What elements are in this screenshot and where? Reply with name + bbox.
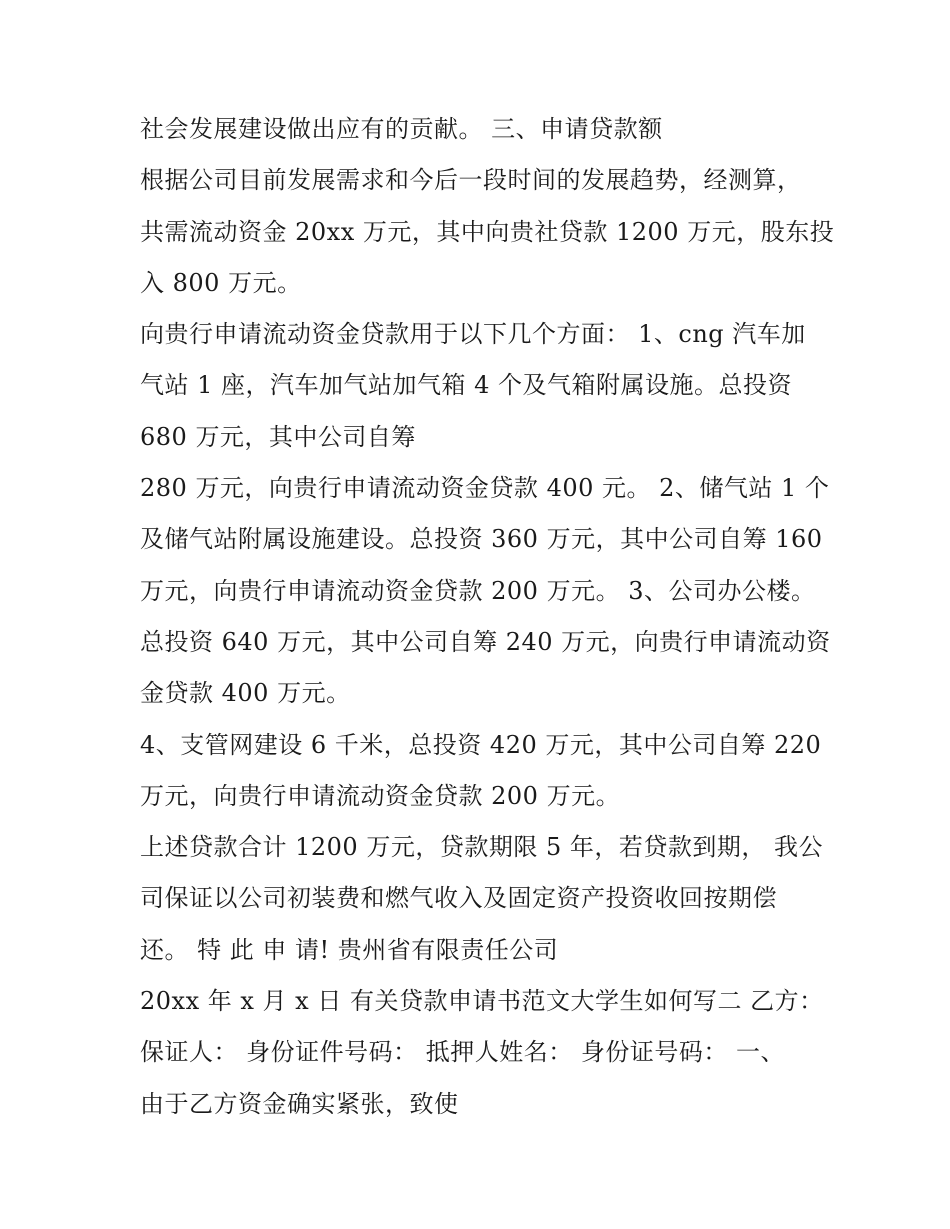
document-body xyxy=(140,104,835,1130)
text-line-16: 司保证以公司初装费和燃气收入及固定资产投资收回按期偿 xyxy=(140,884,777,913)
text-line-19: 保证人： 身份证件号码： 抵押人姓名： 身份证号码： 一、 xyxy=(140,1038,786,1067)
text-line-13: 4、支管网建设 6 千米，总投资 420 万元，其中公司自筹 220 xyxy=(140,730,822,759)
text-line-18: 20xx 年 x 月 x 日 有关贷款申请书范文大学生如何写二 乙方： xyxy=(140,987,824,1016)
text-line-20: 由于乙方资金确实紧张，致使 xyxy=(140,1089,459,1118)
text-line-3: 共需流动资金 20xx 万元，其中向贵社贷款 1200 万元，股东投 xyxy=(140,217,835,246)
text-line-7: 680 万元，其中公司自筹 xyxy=(140,422,416,451)
text-line-2: 根据公司目前发展需求和今后一段时间的发展趋势，经测算， xyxy=(140,166,802,195)
text-line-9: 及储气站附属设施建设。总投资 360 万元，其中公司自筹 160 xyxy=(140,525,823,554)
text-line-1: 社会发展建设做出应有的贡献。 三、申请贷款额 xyxy=(140,115,663,143)
text-line-6: 气站 1 座，汽车加气站加气箱 4 个及气箱附属设施。总投资 xyxy=(140,371,793,400)
text-line-10: 万元，向贵行申请流动资金贷款 200 万元。 3、公司办公楼。 xyxy=(140,576,816,605)
text-line-12: 金贷款 400 万元。 xyxy=(140,679,351,708)
text-line-17: 还。 特 此 申 请! 贵州省有限责任公司 xyxy=(140,935,559,964)
text-line-15: 上述贷款合计 1200 万元，贷款期限 5 年，若贷款到期， 我公 xyxy=(140,833,823,862)
text-line-5: 向贵行申请流动资金贷款用于以下几个方面： 1、cng 汽车加 xyxy=(140,320,806,349)
text-line-11: 总投资 640 万元，其中公司自筹 240 万元，向贵行申请流动资 xyxy=(140,627,831,656)
text-line-8: 280 万元，向贵行申请流动资金贷款 400 元。 2、储气站 1 个 xyxy=(140,474,830,503)
text-line-14: 万元，向贵行申请流动资金贷款 200 万元。 xyxy=(140,781,621,810)
text-line-4: 入 800 万元。 xyxy=(140,268,302,297)
